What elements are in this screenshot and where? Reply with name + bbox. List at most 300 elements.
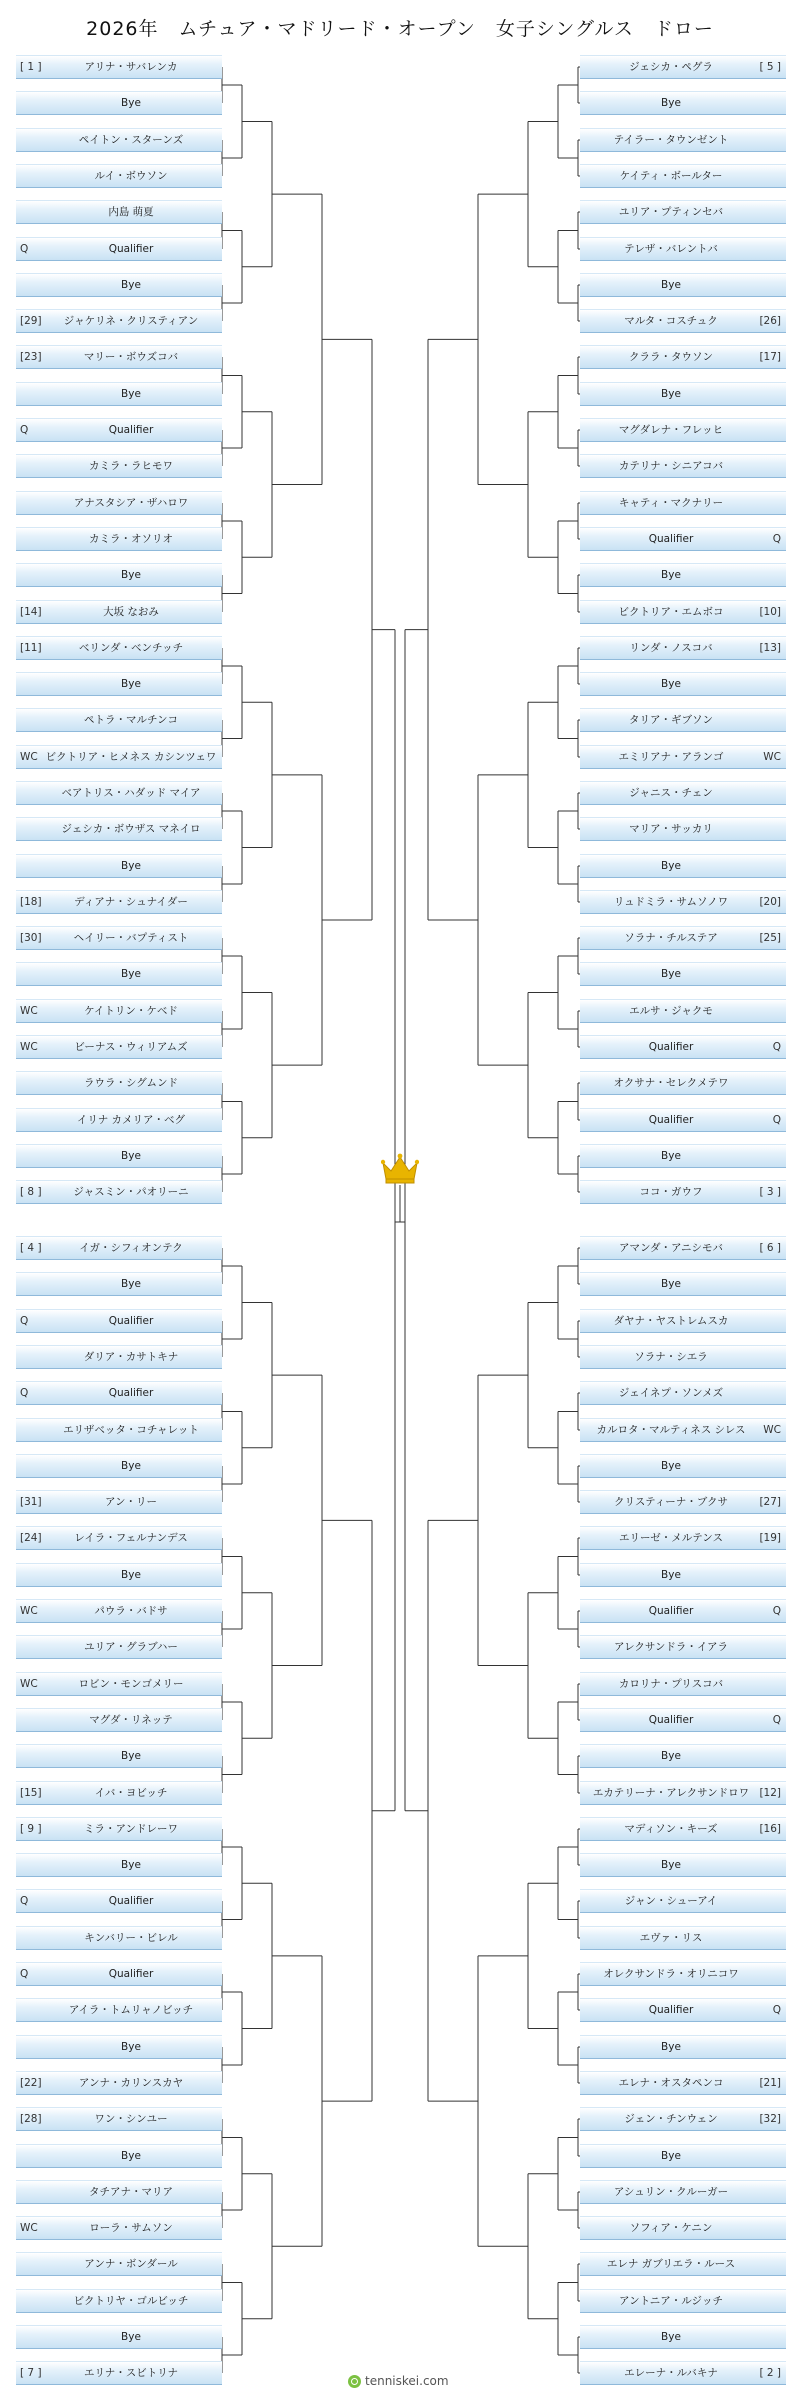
draw-slot[interactable] [16,962,222,986]
draw-slot[interactable] [16,1781,222,1805]
draw-slot[interactable] [580,1180,786,1204]
player-name: ビクトリア・ヒメネス カシンツェワ [45,751,217,763]
draw-slot[interactable] [16,1345,222,1369]
draw-slot[interactable] [16,708,222,732]
draw-slot[interactable] [580,1853,786,1877]
player-name: Bye [661,860,681,872]
draw-slot[interactable] [580,1635,786,1659]
seed-label: [25] [759,932,781,944]
draw-slot[interactable] [580,999,786,1023]
draw-slot[interactable] [580,817,786,841]
draw-slot[interactable] [16,745,222,769]
draw-slot[interactable] [16,527,222,551]
player-name: ミラ・アンドレーワ [83,1823,179,1835]
player-name: Bye [121,97,141,109]
draw-slot[interactable] [580,890,786,914]
draw-slot[interactable] [16,273,222,297]
draw-slot[interactable] [580,1744,786,1768]
draw-slot[interactable] [580,55,786,79]
draw-slot[interactable] [580,1563,786,1587]
player-name: ジェイネプ・ソンメズ [618,1387,724,1399]
seed-label: [29] [20,315,42,327]
player-name: Bye [121,1150,141,1162]
draw-slot[interactable] [16,1889,222,1913]
draw-slot[interactable] [16,200,222,224]
player-name: Qualifier [108,424,154,436]
player-name: ジャスミン・パオリーニ [73,1186,189,1198]
seed-label: Q [20,1895,29,1907]
draw-slot[interactable] [580,418,786,442]
player-name: Bye [661,2150,681,2162]
logo-text: tenniskei.com [365,2374,449,2388]
player-name: Bye [661,968,681,980]
player-name: アレクサンドラ・イアラ [613,1641,729,1653]
seed-label: [ 9 ] [20,1823,42,1835]
draw-slot[interactable] [580,128,786,152]
draw-slot[interactable] [580,273,786,297]
draw-slot[interactable] [16,382,222,406]
player-name: Bye [661,678,681,690]
draw-slot[interactable] [16,1962,222,1986]
seed-label: WC [20,1041,38,1053]
seed-label: [22] [20,2077,42,2089]
draw-slot[interactable] [16,1744,222,1768]
draw-slot[interactable] [580,1144,786,1168]
draw-slot[interactable] [16,1563,222,1587]
player-name: イバ・ヨビッチ [94,1787,168,1799]
draw-slot[interactable] [580,91,786,115]
player-name: ビクトリヤ・ゴルビッチ [73,2295,189,2307]
player-name: ジャニス・チェン [629,787,713,799]
seed-label: [ 8 ] [20,1186,42,1198]
seed-label: Q [772,2004,781,2016]
draw-slot[interactable] [580,1071,786,1095]
draw-slot[interactable] [580,164,786,188]
seed-label: Q [772,533,781,545]
player-name: Qualifier [648,1041,694,1053]
draw-slot[interactable] [16,1236,222,1260]
player-name: マリア・サッカリ [629,823,713,835]
draw-slot[interactable] [16,2107,222,2131]
seed-label: WC [20,1678,38,1690]
draw-slot[interactable] [16,2361,222,2385]
player-name: Bye [661,279,681,291]
player-name: エルサ・ジャクモ [629,1005,713,1017]
player-name: エリーゼ・メルテンス [619,1532,723,1544]
player-name: Bye [121,2041,141,2053]
player-name: Bye [661,2331,681,2343]
player-name: ロビン・モンゴメリー [78,1678,184,1690]
player-name: Bye [661,569,681,581]
player-name: Bye [121,569,141,581]
player-name: Bye [661,1750,681,1762]
crown-icon [381,1153,419,1185]
draw-slot[interactable] [16,1526,222,1550]
draw-slot[interactable] [580,2289,786,2313]
draw-slot[interactable] [580,672,786,696]
player-name: Bye [661,388,681,400]
seed-label: [26] [759,315,781,327]
draw-slot[interactable] [580,1035,786,1059]
draw-slot[interactable] [16,999,222,1023]
draw-slot[interactable] [580,708,786,732]
player-name: キャティ・マクナリー [618,497,724,509]
seed-label: Q [20,1315,29,1327]
draw-slot[interactable] [580,1889,786,1913]
seed-label: Q [20,1387,29,1399]
player-name: ダヤナ・ヤストレムスカ [613,1315,729,1327]
player-name: Bye [121,279,141,291]
draw-slot[interactable] [580,1599,786,1623]
seed-label: [16] [759,1823,781,1835]
draw-slot[interactable] [16,600,222,624]
player-name: マルタ・コスチュク [624,315,718,327]
draw-slot[interactable] [16,817,222,841]
draw-slot[interactable] [580,1926,786,1950]
draw-slot[interactable] [16,1672,222,1696]
player-name: ジェシカ・ペグラ [629,61,713,73]
draw-slot[interactable] [16,1144,222,1168]
draw-slot[interactable] [580,2180,786,2204]
draw-slot[interactable] [580,345,786,369]
draw-slot[interactable] [580,1781,786,1805]
seed-label: [ 1 ] [20,61,42,73]
player-name: カテリナ・シニアコバ [618,460,724,472]
player-name: リンダ・ノスコバ [629,642,713,654]
draw-slot[interactable] [16,1926,222,1950]
draw-slot[interactable] [580,1236,786,1260]
draw-slot[interactable] [580,2216,786,2240]
draw-slot[interactable] [16,672,222,696]
player-name: ユリア・プティンセバ [618,206,724,218]
seed-label: [24] [20,1532,42,1544]
draw-slot[interactable] [580,1817,786,1841]
player-name: ソラナ・シエラ [634,1351,708,1363]
player-name: クララ・タウソン [629,351,713,363]
player-name: ケイトリン・ケベド [84,1005,178,1017]
draw-slot[interactable] [16,91,222,115]
draw-slot[interactable] [580,309,786,333]
player-name: ヘイリー・バプティスト [73,932,189,944]
draw-slot[interactable] [16,454,222,478]
draw-slot[interactable] [580,2071,786,2095]
draw-slot[interactable] [580,1381,786,1405]
seed-label: Q [772,1714,781,1726]
player-name: テレザ・バレントバ [624,243,718,255]
player-name: アマンダ・アニシモバ [618,1242,724,1254]
player-name: イガ・シフィオンテク [79,1242,183,1254]
seed-label: [ 6 ] [759,1242,781,1254]
player-name: Bye [661,1150,681,1162]
page-title: 2026年 ムチュア・マドリード・オープン 女子シングルス ドロー [86,18,714,40]
player-name: マリー・ボウズコバ [83,351,179,363]
player-name: 大坂 なおみ [103,606,159,618]
player-name: Bye [661,97,681,109]
player-name: Bye [121,388,141,400]
player-name: Bye [121,860,141,872]
seed-label: [ 5 ] [759,61,781,73]
player-name: オレクサンドラ・オリニコワ [603,1968,739,1980]
draw-slot[interactable] [16,164,222,188]
seed-label: [12] [759,1787,781,1799]
draw-slot[interactable] [580,745,786,769]
player-name: テイラー・タウンゼント [613,134,729,146]
player-name: アンナ・ボンダール [84,2258,178,2270]
draw-slot[interactable] [16,1071,222,1095]
draw-slot[interactable] [580,1998,786,2022]
player-name: Qualifier [648,1605,694,1617]
player-name: ペイトン・スターンズ [78,134,184,146]
player-name: Bye [121,968,141,980]
seed-label: Q [20,243,29,255]
draw-slot[interactable] [16,2180,222,2204]
player-name: Qualifier [108,1315,154,1327]
seed-label: [13] [759,642,781,654]
player-name: マグダレナ・フレッヒ [618,424,724,436]
player-name: Qualifier [648,1114,694,1126]
player-name: ケイティ・ボールター [619,170,723,182]
seed-label: [11] [20,642,42,654]
draw-slot[interactable] [16,1817,222,1841]
draw-slot[interactable] [580,2361,786,2385]
seed-label: [28] [20,2113,42,2125]
player-name: リュドミラ・サムソノワ [613,896,729,908]
player-name: Bye [661,1460,681,1472]
player-name: Bye [661,1278,681,1290]
player-name: アンナ・カリンスカヤ [78,2077,184,2089]
player-name: Bye [121,1859,141,1871]
player-name: ジャン・シューアイ [624,1895,718,1907]
player-name: ダリア・カサトキナ [83,1351,179,1363]
player-name: アン・リー [104,1496,158,1508]
player-name: キンバリー・ビレル [84,1932,178,1944]
draw-slot[interactable] [580,491,786,515]
draw-slot[interactable] [16,563,222,587]
draw-slot[interactable] [580,1345,786,1369]
draw-slot[interactable] [16,128,222,152]
player-name: タリア・ギブソン [629,714,713,726]
player-name: Bye [661,2041,681,2053]
player-name: Bye [121,678,141,690]
draw-slot[interactable] [16,1599,222,1623]
draw-slot[interactable] [16,418,222,442]
player-name: アイラ・トムリャノビッチ [68,2004,194,2016]
draw-slot[interactable] [16,237,222,261]
seed-label: [21] [759,2077,781,2089]
player-name: Qualifier [648,2004,694,2016]
seed-label: Q [20,424,29,436]
player-name: アナスタシア・ザハロワ [73,497,189,509]
seed-label: Q [772,1041,781,1053]
draw-slot[interactable] [16,1309,222,1333]
draw-slot[interactable] [16,1490,222,1514]
player-name: 内島 萌夏 [108,206,154,218]
draw-slot[interactable] [580,527,786,551]
seed-label: [23] [20,351,42,363]
draw-slot[interactable] [16,491,222,515]
draw-slot[interactable] [16,1454,222,1478]
player-name: カミラ・オソリオ [89,533,173,545]
draw-slot[interactable] [580,1108,786,1132]
player-name: エリザベッタ・コチャレット [63,1424,199,1436]
draw-slot[interactable] [580,2035,786,2059]
seed-label: [15] [20,1787,42,1799]
draw-slot[interactable] [16,1381,222,1405]
player-name: Qualifier [648,533,694,545]
seed-label: Q [20,1968,29,1980]
draw-slot[interactable] [580,1708,786,1732]
player-name: ワン・シンユー [94,2113,168,2125]
seed-label: [27] [759,1496,781,1508]
draw-slot[interactable] [580,563,786,587]
draw-slot[interactable] [16,854,222,878]
player-name: カロリナ・プリスコバ [618,1678,724,1690]
seed-label: [30] [20,932,42,944]
draw-slot[interactable] [580,1418,786,1442]
draw-slot[interactable] [580,1272,786,1296]
player-name: ソフィア・ケニン [629,2222,713,2234]
draw-slot[interactable] [16,1998,222,2022]
seed-label: WC [20,751,38,763]
player-name: ジャケリネ・クリスティアン [63,315,199,327]
draw-slot[interactable] [16,1853,222,1877]
draw-slot[interactable] [16,636,222,660]
seed-label: [19] [759,1532,781,1544]
draw-slot[interactable] [16,1035,222,1059]
player-name: ディアナ・シュナイダー [74,896,188,908]
logo-mark-icon [348,2375,361,2388]
draw-slot[interactable] [16,1708,222,1732]
player-name: エレナ・オスタペンコ [618,2077,724,2089]
draw-slot[interactable] [580,2144,786,2168]
draw-slot[interactable] [16,2216,222,2240]
draw-slot[interactable] [580,1672,786,1696]
player-name: マディソン・キーズ [624,1823,718,1835]
player-name: Bye [121,1460,141,1472]
player-name: エミリアナ・アランゴ [618,751,724,763]
draw-slot[interactable] [16,2325,222,2349]
seed-label: [ 3 ] [759,1186,781,1198]
seed-label: [14] [20,606,42,618]
seed-label: [ 4 ] [20,1242,42,1254]
seed-label: [17] [759,351,781,363]
draw-slot[interactable] [16,1635,222,1659]
draw-slot[interactable] [16,926,222,950]
player-name: アリナ・サバレンカ [84,61,178,73]
player-name: Qualifier [108,1387,154,1399]
seed-label: [18] [20,896,42,908]
draw-slot[interactable] [16,309,222,333]
player-name: エカテリーナ・アレクサンドロワ [592,1787,750,1799]
player-name: Bye [121,2331,141,2343]
player-name: レイラ・フェルナンデス [74,1532,188,1544]
draw-slot[interactable] [16,55,222,79]
draw-slot[interactable] [16,2144,222,2168]
draw-slot[interactable] [580,854,786,878]
draw-slot[interactable] [16,2252,222,2276]
player-name: エヴァ・リス [639,1932,703,1944]
player-name: ベアトリス・ハダッド マイア [61,787,201,799]
draw-slot[interactable] [580,926,786,950]
draw-slot[interactable] [580,1454,786,1478]
draw-slot[interactable] [16,2289,222,2313]
player-name: ラウラ・シグムンド [83,1077,179,1089]
draw-slot[interactable] [580,454,786,478]
player-name: アントニア・ルジッチ [619,2295,723,2307]
player-name: ベリンダ・ベンチッチ [78,642,184,654]
draw-slot[interactable] [580,962,786,986]
draw-slot[interactable] [580,2325,786,2349]
player-name: エレナ ガブリエラ・ルース [606,2258,736,2270]
seed-label: [20] [759,896,781,908]
player-name: クリスティーナ・ブクサ [614,1496,728,1508]
player-name: ソラナ・チルステア [624,932,718,944]
seed-label: [10] [759,606,781,618]
draw-slot[interactable] [16,1418,222,1442]
player-name: ローラ・サムソン [89,2222,173,2234]
player-name: カミラ・ラヒモワ [89,460,173,472]
player-name: ビーナス・ウィリアムズ [74,1041,188,1053]
player-name: カルロタ・マルティネス シレス [596,1424,746,1436]
seed-label: WC [763,751,781,763]
draw-slot[interactable] [580,382,786,406]
player-name: Bye [121,2150,141,2162]
draw-slot[interactable] [580,1309,786,1333]
player-name: ユリア・グラブハー [84,1641,178,1653]
draw-slot[interactable] [580,237,786,261]
draw-slot[interactable] [580,2252,786,2276]
draw-slot[interactable] [580,600,786,624]
player-name: エリナ・スビトリナ [83,2367,179,2379]
draw-slot[interactable] [16,1108,222,1132]
player-name: Bye [661,1569,681,1581]
draw-slot[interactable] [16,781,222,805]
player-name: Qualifier [648,1714,694,1726]
draw-slot[interactable] [580,1490,786,1514]
draw-slot[interactable] [16,345,222,369]
draw-slot[interactable] [580,1526,786,1550]
draw-slot[interactable] [16,1180,222,1204]
draw-slot[interactable] [16,890,222,914]
player-name: Bye [661,1859,681,1871]
draw-slot[interactable] [580,781,786,805]
draw-slot[interactable] [16,2071,222,2095]
site-logo[interactable] [348,2374,449,2388]
player-name: エレーナ・ルバキナ [624,2367,718,2379]
seed-label: WC [20,1605,38,1617]
draw-slot[interactable] [16,1272,222,1296]
player-name: ジェシカ・ボウザス マネイロ [61,823,201,835]
player-name: アシュリン・クルーガー [613,2186,729,2198]
seed-label: [31] [20,1496,42,1508]
player-name: ペトラ・マルチンコ [84,714,178,726]
player-name: ココ・ガウフ [639,1186,703,1198]
seed-label: WC [20,2222,38,2234]
draw-slot[interactable] [580,200,786,224]
player-name: Bye [121,1569,141,1581]
draw-slot[interactable] [580,1962,786,1986]
draw-slot[interactable] [580,2107,786,2131]
seed-label: Q [772,1605,781,1617]
player-name: Bye [121,1750,141,1762]
draw-slot[interactable] [580,636,786,660]
player-name: ビクトリア・エムボコ [618,606,724,618]
seed-label: Q [772,1114,781,1126]
player-name: イリナ カメリア・ベグ [76,1114,186,1126]
player-name: オクサナ・セレクメテワ [613,1077,729,1089]
seed-label: WC [20,1005,38,1017]
draw-slot[interactable] [16,2035,222,2059]
